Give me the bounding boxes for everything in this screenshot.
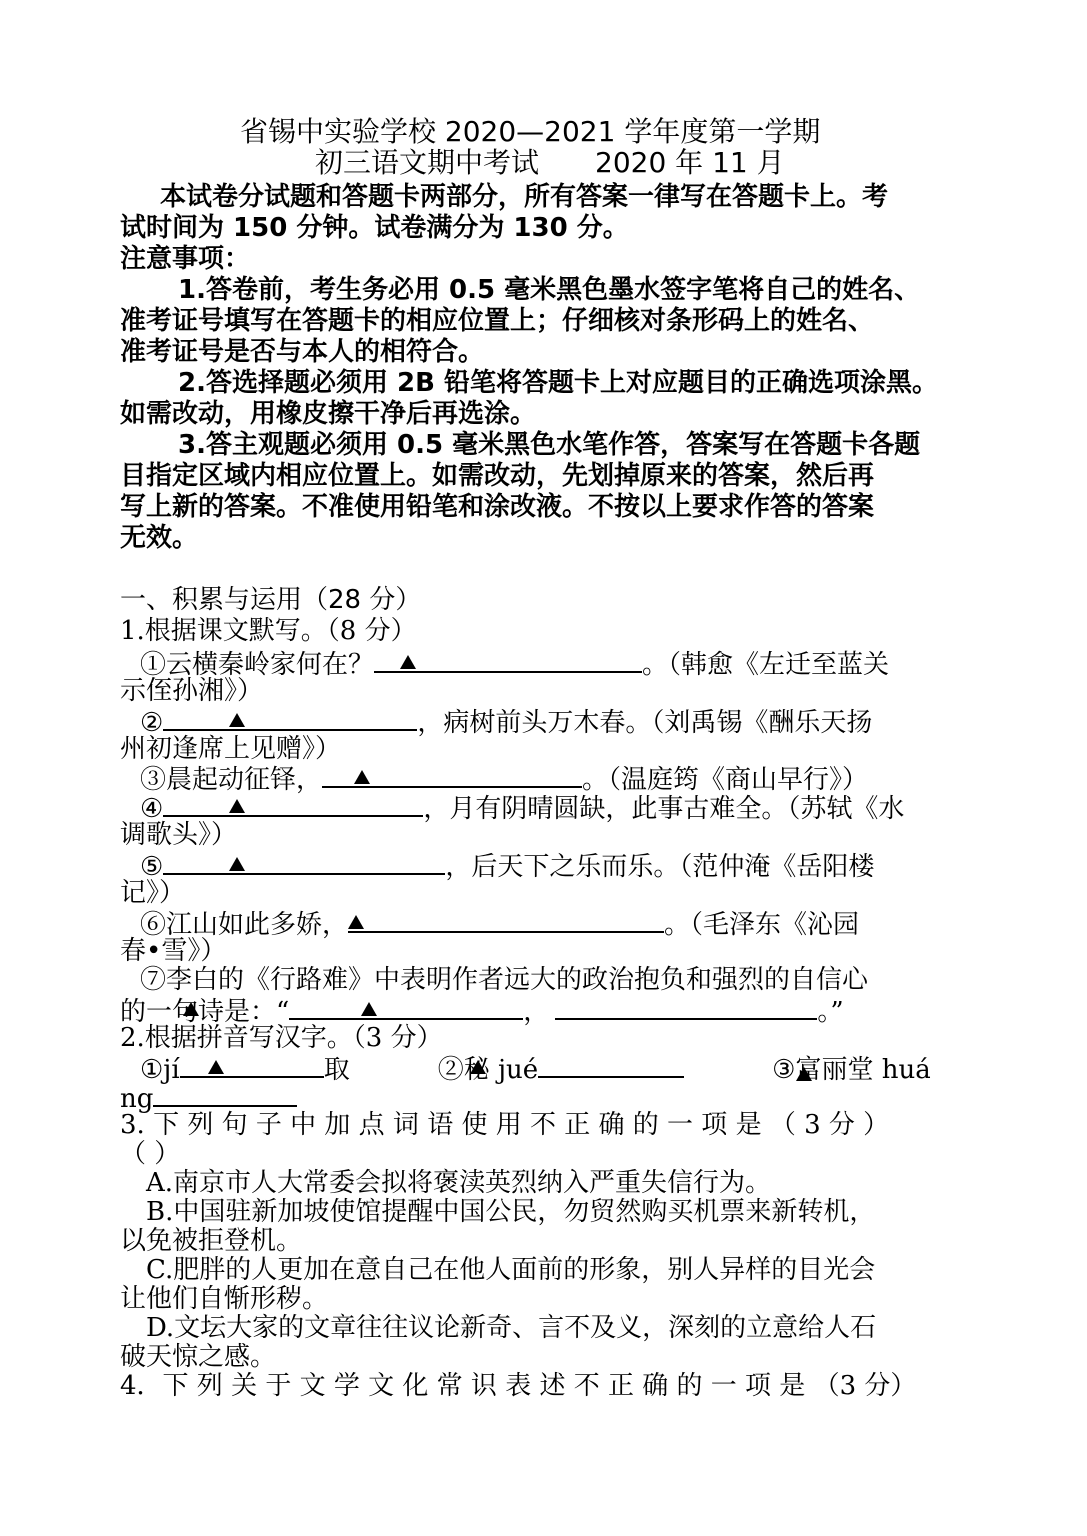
note-line: 如需改动，用橡皮擦干净后再选涂。	[120, 399, 537, 429]
item-text: ，病树前头万木春。（刘禹锡《酬乐天扬	[417, 708, 873, 738]
question-stem: 2.根据拼音写汉字。（3 分）	[120, 1023, 443, 1053]
answer-blank[interactable]	[374, 647, 642, 673]
note-line: 目指定区域内相应位置上。如需改动，先划掉原来的答案，然后再	[120, 461, 875, 491]
item-text: ，月有阴晴圆缺，此事古难全。（苏轼《水	[423, 794, 905, 824]
item-source: 示侄孙湘》）	[120, 676, 264, 706]
recitation-item	[140, 791, 904, 824]
answer-blank[interactable]	[153, 1081, 297, 1107]
triangle-icon	[183, 1002, 199, 1016]
option-c: 让他们自惭形秽。	[120, 1284, 329, 1314]
item-text: ③晨起动征铎，	[140, 765, 323, 795]
triangle-icon	[229, 799, 245, 813]
item-text: ③富丽堂 huá	[772, 1055, 931, 1085]
item-text: ①云横秦岭家何在？	[140, 650, 375, 680]
note-line: 无效。	[120, 523, 199, 553]
answer-blank[interactable]	[163, 705, 417, 731]
note-line: 2.答选择题必须用 2B 铅笔将答题卡上对应题目的正确选项涂黑。	[178, 368, 938, 398]
triangle-icon	[470, 1060, 486, 1074]
recitation-item: ⑦李白的《行路难》中表明作者远大的政治抱负和强烈的自信心	[140, 965, 869, 995]
triangle-icon	[361, 1002, 377, 1016]
item-source: 州初逢席上见赠》）	[120, 734, 342, 764]
item-text: ②秘 jué	[437, 1055, 539, 1085]
item-source: 记》）	[120, 878, 186, 908]
item-text: ，	[523, 997, 550, 1027]
item-text: 。（毛泽东《沁园	[664, 910, 860, 940]
triangle-icon	[229, 857, 245, 871]
item-text: 。（韩愈《左迁至蓝关	[642, 650, 890, 680]
option-b: 以免被拒登机。	[120, 1226, 303, 1256]
answer-blank[interactable]	[289, 994, 523, 1020]
answer-blank[interactable]	[555, 994, 817, 1020]
question-stem: 4．下 列 关 于 文 学 文 化 常 识 表 述 不 正 确 的 一 项 是 （3 分）	[120, 1371, 917, 1401]
answer-blank[interactable]	[163, 791, 423, 817]
exam-name: 初三语文期中考试	[315, 146, 540, 179]
option-c: C.肥胖的人更加在意自己在他人面前的形象，别人异样的目光会	[146, 1255, 876, 1285]
triangle-icon	[348, 915, 364, 929]
item-source: 春•雪》）	[120, 936, 227, 966]
exam-date: 2020 年 11 月	[595, 146, 785, 179]
recitation-item	[140, 849, 874, 882]
item-text: ⑤	[140, 852, 164, 882]
item-text: ⑥江山如此多娇，	[140, 910, 349, 940]
item-text: ④	[140, 794, 164, 824]
option-d: D.文坛大家的文章往往议论新奇、言不及义，深刻的立意给人石	[146, 1313, 877, 1343]
item-text: ①jí	[140, 1055, 180, 1085]
intro-line: 本试卷分试题和答题卡两部分，所有答案一律写在答题卡上。考	[160, 182, 889, 212]
intro-line: 试时间为 150 分钟。试卷满分为 130 分。	[120, 213, 629, 243]
note-line: 准考证号是否与本人的相符合。	[120, 337, 485, 367]
item-source: 调歌头》）	[120, 820, 238, 850]
question-stem: 3. 下 列 句 子 中 加 点 词 语 使 用 不 正 确 的 一 项 是 （ 3 分 ）	[120, 1110, 890, 1140]
note-line: 3.答主观题必须用 0.5 毫米黑色水笔作答，答案写在答题卡各题	[178, 430, 921, 460]
item-text: 。（温庭筠《商山早行》）	[582, 765, 869, 795]
triangle-icon	[354, 770, 370, 784]
answer-blank[interactable]	[163, 849, 445, 875]
option-d: 破天惊之感。	[120, 1342, 277, 1372]
answer-blank[interactable]	[180, 1052, 324, 1078]
question-stem: 1.根据课文默写。（8 分）	[120, 616, 417, 646]
answer-blank[interactable]	[348, 907, 664, 933]
note-line: 写上新的答案。不准使用铅笔和涂改液。不按以上要求作答的答案	[120, 492, 875, 522]
item-text: ②	[140, 708, 164, 738]
answer-blank[interactable]	[538, 1052, 684, 1078]
note-line: 1.答卷前，考生务必用 0.5 毫米黑色墨水签字笔将自己的姓名、	[178, 275, 921, 305]
item-text: 取	[323, 1055, 350, 1085]
item-text: 。”	[817, 997, 844, 1027]
triangle-icon	[229, 713, 245, 727]
exam-subtitle	[315, 148, 785, 178]
note-line: 准考证号填写在答题卡的相应位置上；仔细核对条形码上的姓名、	[120, 306, 875, 336]
item-text: ，后天下之乐而乐。（范仲淹《岳阳楼	[445, 852, 875, 882]
triangle-icon	[400, 655, 416, 669]
option-b: B.中国驻新加坡使馆提醒中国公民，勿贸然购买机票来新转机，	[146, 1197, 876, 1227]
answer-blank[interactable]	[322, 762, 582, 788]
triangle-icon	[208, 1060, 224, 1074]
exam-title: 省锡中实验学校 2020—2021 学年度第一学期	[240, 115, 821, 148]
item-text: ng	[120, 1084, 154, 1114]
answer-paren[interactable]: （ ）	[120, 1139, 181, 1169]
notes-heading: 注意事项：	[120, 244, 251, 274]
section-heading: 一、积累与运用（28 分）	[120, 585, 422, 615]
item-text	[772, 1055, 931, 1085]
item-text: 的一句诗是：“	[120, 997, 290, 1027]
triangle-icon	[796, 1067, 812, 1081]
option-a: A.南京市人大常委会拟将褒渎英烈纳入严重失信行为。	[146, 1168, 772, 1198]
recitation-item	[140, 907, 859, 940]
